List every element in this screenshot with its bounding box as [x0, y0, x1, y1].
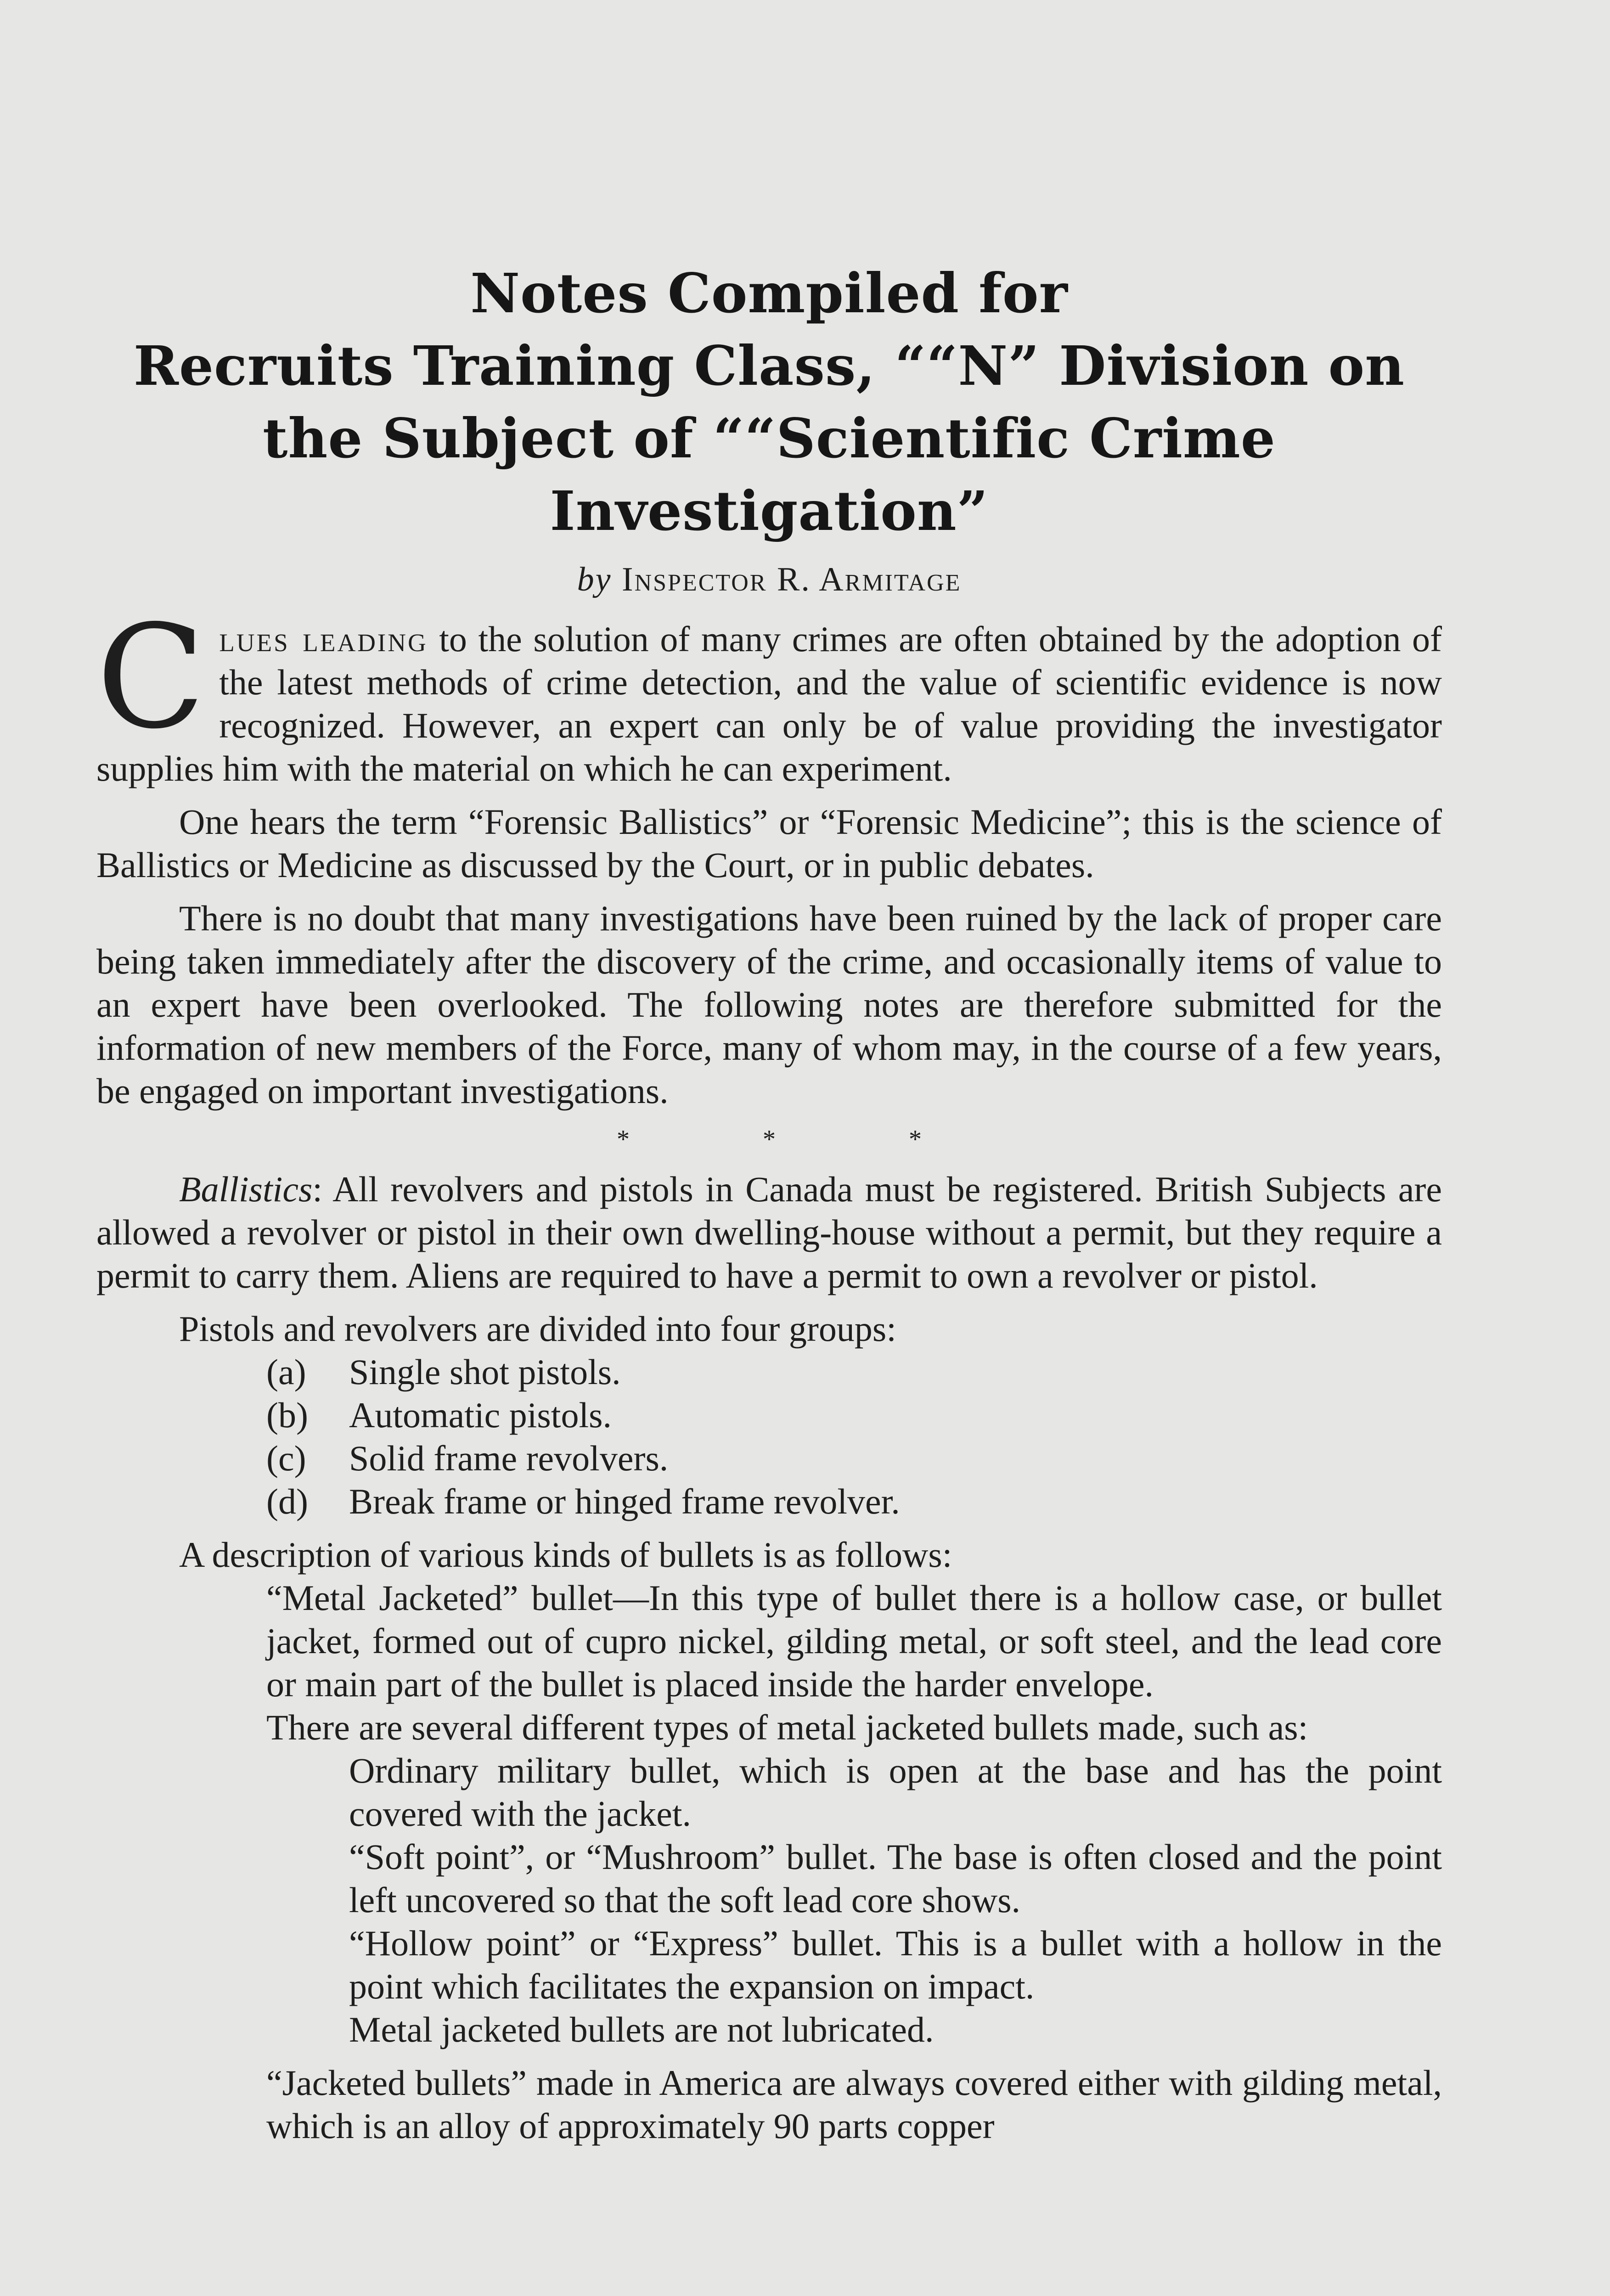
list-marker: (c) — [266, 1438, 306, 1478]
byline-by: by — [577, 561, 612, 598]
bullet-type-military: Ordinary military bullet, which is open at the base and has the point covered with the jacket. — [349, 1750, 1442, 1834]
bullet-type-soft-point: “Soft point”, or “Mushroom” bullet. The base is often closed and the point left uncovered so that the soft lead core shows. — [349, 1837, 1442, 1920]
bullet-type-hollow-point: “Hollow point” or “Express” bullet. This is a bullet with a hollow in the point which facilitates the expansion on impact. — [349, 1923, 1442, 2006]
separator-star: * — [763, 1125, 776, 1154]
list-item — [266, 1437, 1442, 1480]
list-marker: (d) — [266, 1481, 308, 1521]
list-marker: (a) — [266, 1352, 306, 1392]
section-separator — [96, 1125, 1442, 1154]
drop-cap: C — [96, 595, 206, 760]
byline-author: Inspector R. Armitage — [621, 561, 962, 598]
intro-text: to the solution of many crimes are often obtained by the adoption of the latest methods of crime detection, and the value of scientific evidence is now recognized. However, an expert can only be of value providing the investigator supplies him with the material on which he can experiment. — [96, 619, 1442, 788]
list-item-text: Break frame or hinged frame revolver. — [349, 1481, 900, 1521]
groups-list — [266, 1351, 1442, 1523]
title-line-1: Notes Compiled for — [470, 261, 1068, 325]
intro-lead: lues leading — [219, 619, 428, 659]
list-item-text: Single shot pistols. — [349, 1352, 621, 1392]
title-line-2: Recruits Training Class, ““N” Division on — [133, 334, 1405, 398]
jacketed-america-paragraph: “Jacketed bullets” made in America are always covered either with gilding metal, which is an alloy of approximately 90 parts copper — [266, 2063, 1442, 2146]
bullets-intro: A description of various kinds of bullets is as follows: — [179, 1535, 952, 1575]
separator-star: * — [617, 1125, 630, 1154]
title-line-4: Investigation” — [550, 479, 989, 543]
intro-paragraph — [96, 595, 1442, 790]
metal-jacketed-paragraph: “Metal Jacketed” bullet—In this type of bullet there is a hollow case, or bullet jacket, formed out of cupro nickel, gilding metal, or soft steel, and the lead core or main part of the bullet is placed inside the harder envelope. — [266, 1578, 1442, 1704]
paragraph-ballistics — [96, 1168, 1442, 1297]
list-item — [266, 1394, 1442, 1437]
ballistics-text: : All revolvers and pistols in Canada must be registered. British Subjects are allowed a revolver or pistol in their own dwelling-house without a permit, but they require a permit to carry them. Aliens are required to have a permit to own a revolver or pistol. — [96, 1169, 1442, 1295]
types-intro: There are several different types of metal jacketed bullets made, such as: — [266, 1707, 1308, 1747]
paragraph-forensic: One hears the term “Forensic Ballistics” or “Forensic Medicine”; this is the science of Ballistics or Medicine as discussed by the Court, or in public debates. — [96, 802, 1442, 885]
list-item — [266, 1351, 1442, 1394]
separator-star: * — [909, 1125, 922, 1154]
article-title — [96, 257, 1442, 547]
byline — [96, 560, 1442, 599]
list-item — [266, 1480, 1442, 1523]
list-marker: (b) — [266, 1395, 308, 1435]
title-line-3: the Subject of ““Scientific Crime — [263, 406, 1276, 470]
bullet-type-lubrication-note: Metal jacketed bullets are not lubricated. — [349, 2009, 934, 2049]
article — [96, 257, 1442, 2148]
ballistics-label: Ballistics — [179, 1169, 313, 1209]
list-item-text: Automatic pistols. — [349, 1395, 612, 1435]
paragraph-investigations: There is no doubt that many investigations have been ruined by the lack of proper care being taken immediately after the discovery of the crime, and occasionally items of value to an expert have been overlooked. The following notes are therefore submitted for the information of new members of the Force, many of whom may, in the course of a few years, be engaged on important investigations. — [96, 898, 1442, 1111]
groups-intro: Pistols and revolvers are divided into four groups: — [179, 1309, 896, 1349]
list-item-text: Solid frame revolvers. — [349, 1438, 669, 1478]
